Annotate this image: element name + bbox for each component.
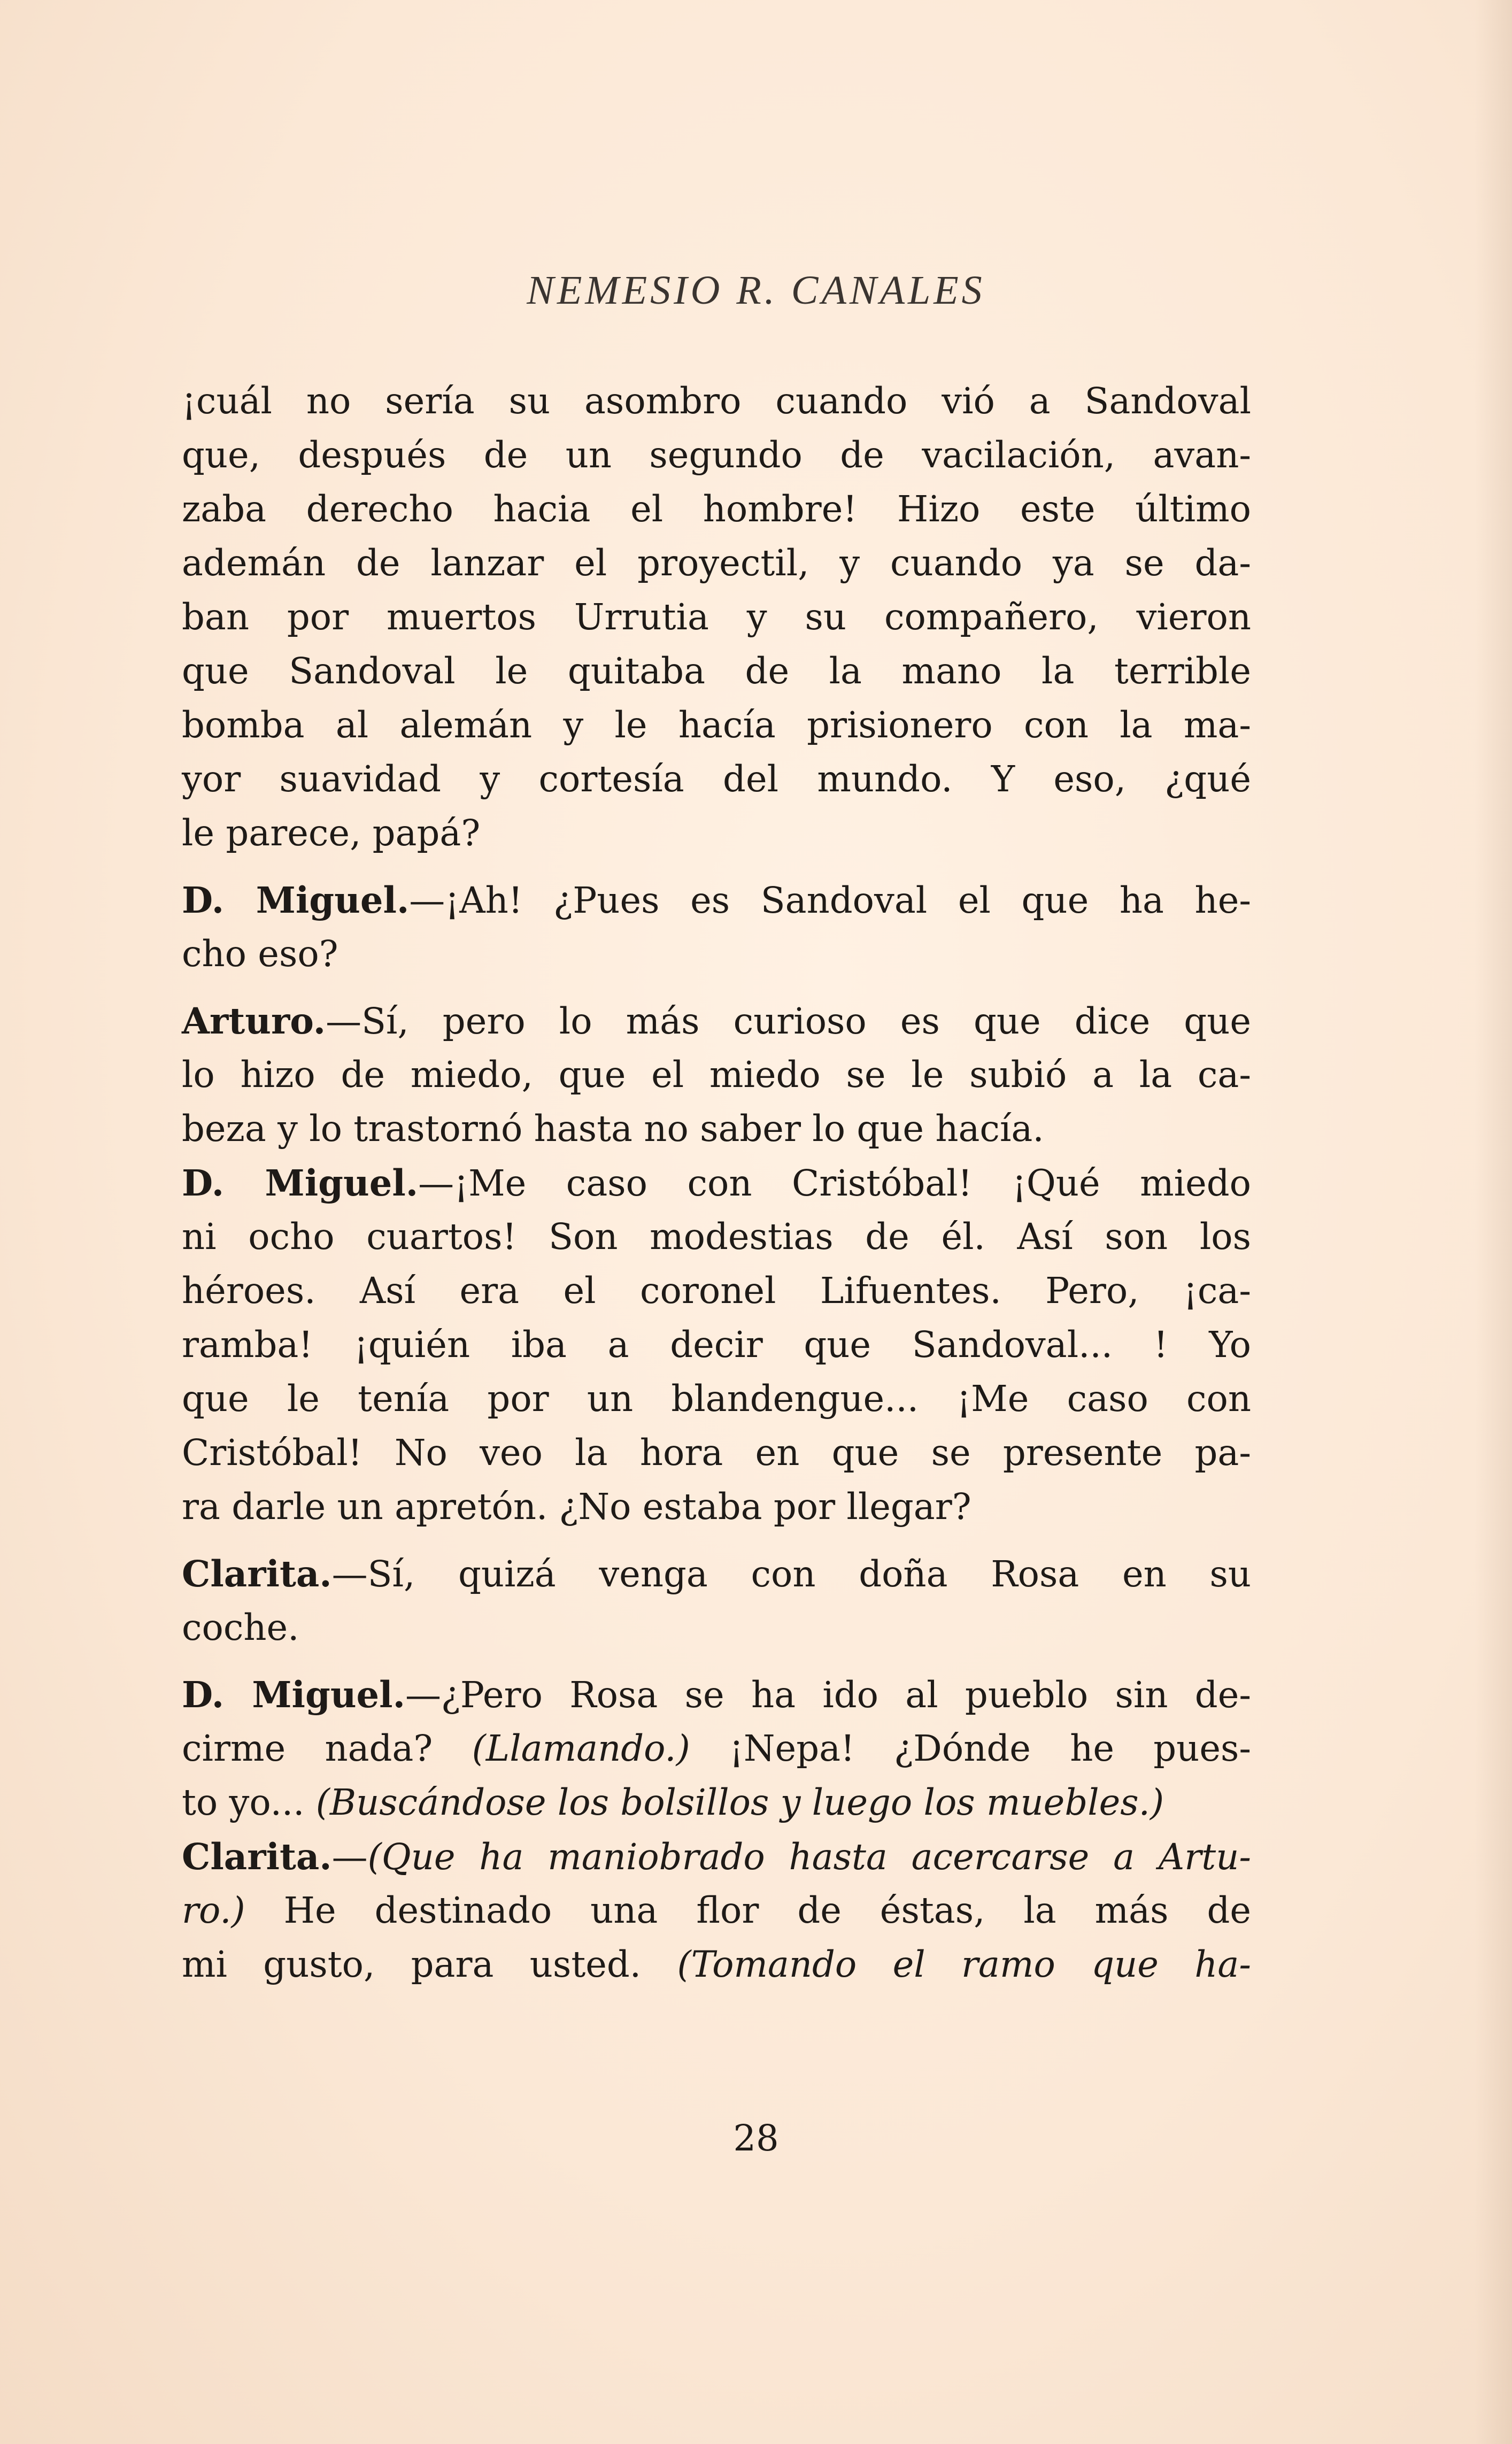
paragraph-gap bbox=[182, 981, 1251, 994]
text-line: héroes. Así era el coronel Lifuentes. Pero, ¡ca- bbox=[182, 1270, 1251, 1312]
text-line: beza y lo trastornó hasta no saber lo que hacía. bbox=[182, 1108, 1044, 1150]
text-line: ramba! ¡quién iba a decir que Sandoval... ! Yo bbox=[182, 1324, 1251, 1366]
speaker-name: D. Miguel. bbox=[182, 1674, 405, 1716]
text-line bbox=[182, 1776, 1251, 1830]
dialogue-text: He destinado una flor de éstas, la más de bbox=[245, 1890, 1251, 1931]
page-edge-shadow bbox=[1475, 0, 1512, 2444]
text-line bbox=[182, 1938, 1251, 1992]
page-body-text bbox=[182, 374, 1251, 1992]
text-line: le parece, papá? bbox=[182, 812, 481, 854]
dialogue-text: —¡Me caso con Cristóbal! ¡Qué miedo bbox=[418, 1162, 1251, 1204]
dialogue-text: —¿Pero Rosa se ha ido al pueblo sin de- bbox=[405, 1674, 1251, 1716]
dialogue-text: —Sí, quizá venga con doña Rosa en su bbox=[331, 1553, 1251, 1595]
speaker-name: Clarita. bbox=[182, 1553, 332, 1595]
speaker-name: D. Miguel. bbox=[182, 1162, 419, 1204]
dialogue-text: —¡Ah! ¿Pues es Sandoval el que ha he- bbox=[409, 880, 1252, 921]
page-number: 28 bbox=[733, 2117, 779, 2159]
text-line: bomba al alemán y le hacía prisionero con la ma- bbox=[182, 704, 1251, 746]
text-line: zaba derecho hacia el hombre! Hizo este último bbox=[182, 488, 1251, 530]
text-line: Cristóbal! No veo la hora en que se presente pa- bbox=[182, 1432, 1251, 1474]
stage-direction: ro.) bbox=[182, 1890, 245, 1931]
dialogue-line bbox=[182, 994, 1251, 1048]
dialogue-text: — bbox=[331, 1836, 368, 1878]
speaker-name: D. Miguel. bbox=[182, 879, 410, 921]
dialogue-text: ¡Nepa! ¿Dónde he pues- bbox=[690, 1728, 1252, 1769]
text-line: ban por muertos Urrutia y su compañero, vieron bbox=[182, 596, 1251, 638]
paragraph-gap bbox=[182, 1655, 1251, 1668]
speaker-name: Arturo. bbox=[182, 1000, 326, 1042]
text-line: lo hizo de miedo, que el miedo se le subió a la ca- bbox=[182, 1054, 1251, 1096]
speaker-name: Clarita. bbox=[182, 1836, 332, 1878]
dialogue-text: to yo... bbox=[182, 1782, 316, 1823]
text-line: que Sandoval le quitaba de la mano la terrible bbox=[182, 650, 1251, 692]
text-line: coche. bbox=[182, 1607, 299, 1648]
text-line: que le tenía por un blandengue... ¡Me caso con bbox=[182, 1378, 1251, 1420]
stage-direction: (Buscándose los bolsillos y luego los muebles.) bbox=[315, 1782, 1164, 1823]
paragraph-gap bbox=[182, 1534, 1251, 1547]
text-line bbox=[182, 1884, 1251, 1938]
text-line bbox=[182, 1722, 1251, 1776]
dialogue-line bbox=[182, 1830, 1251, 1884]
dialogue-line bbox=[182, 873, 1251, 927]
text-line: que, después de un segundo de vacilación, avan- bbox=[182, 434, 1251, 476]
dialogue-line bbox=[182, 1156, 1251, 1210]
stage-direction: (Llamando.) bbox=[472, 1728, 690, 1769]
text-line: ademán de lanzar el proyectil, y cuando ya se da- bbox=[182, 542, 1251, 584]
text-line: ni ocho cuartos! Son modestias de él. Así son los bbox=[182, 1216, 1251, 1258]
dialogue-line bbox=[182, 1668, 1251, 1722]
dialogue-text: mi gusto, para usted. bbox=[182, 1944, 677, 1985]
paragraph-gap bbox=[182, 860, 1251, 873]
stage-direction: (Tomando el ramo que ha- bbox=[677, 1944, 1251, 1985]
dialogue-text: —Sí, pero lo más curioso es que dice que bbox=[326, 1000, 1251, 1042]
text-line: cho eso? bbox=[182, 933, 338, 975]
text-line: ra darle un apretón. ¿No estaba por llegar? bbox=[182, 1486, 971, 1528]
dialogue-line bbox=[182, 1547, 1251, 1601]
text-line: ¡cuál no sería su asombro cuando vió a Sandoval bbox=[182, 380, 1251, 422]
dialogue-text: cirme nada? bbox=[182, 1728, 472, 1769]
stage-direction: (Que ha maniobrado hasta acercarse a Artu- bbox=[367, 1836, 1251, 1878]
running-header: NEMESIO R. CANALES bbox=[527, 268, 985, 313]
text-line: yor suavidad y cortesía del mundo. Y eso, ¿qué bbox=[182, 758, 1251, 800]
